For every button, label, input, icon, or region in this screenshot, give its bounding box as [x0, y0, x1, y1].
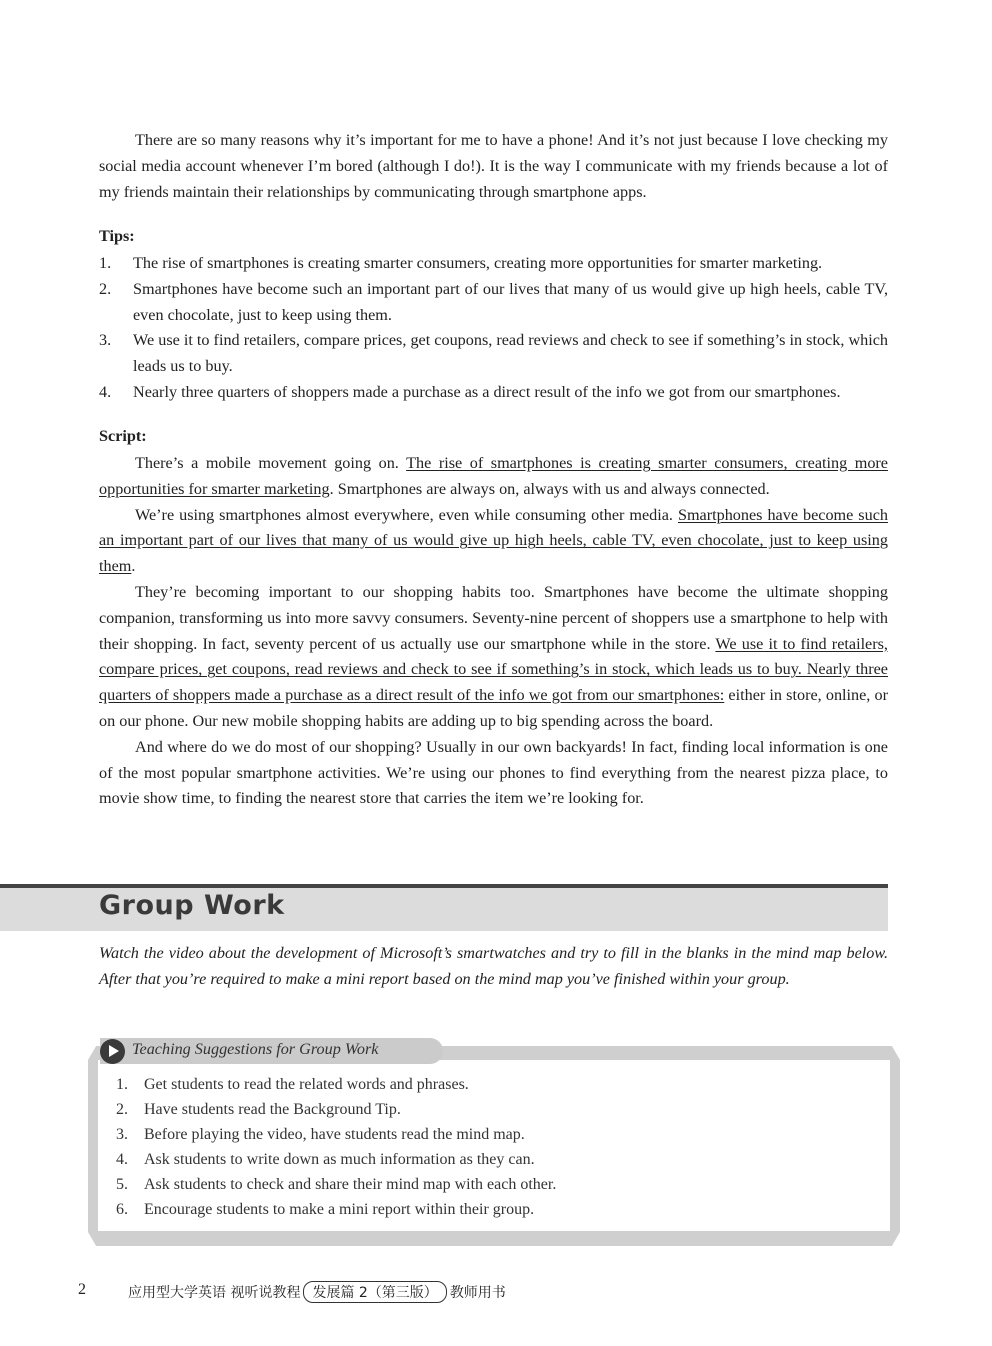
intro-paragraph: There are so many reasons why it’s important for me to have a phone! And it’s not just because I love checking my social media account whenever I’m bored (although I do!). It is the way I communicate with my friends because a lot of my friends maintain their relationships by communicating through smartphone apps.	[99, 131, 888, 201]
book-title: 应用型大学英语 视听说教程 发展篇 2（第三版） 教师用书	[128, 1281, 506, 1303]
list-item: 4. Nearly three quarters of shoppers made a purchase as a direct result of the info we got from our smartphones.	[99, 382, 841, 401]
tips-heading: Tips:	[99, 227, 135, 245]
list-item: 1. Get students to read the related words and phrases.	[116, 1076, 469, 1093]
page-number: 2	[78, 1281, 86, 1298]
group-work-instructions: Watch the video about the development of Microsoft’s smartwatches and try to fill in the blanks in the mind map below. After that you’re required to make a mini report based on the mind map you’ve finished within your group.	[99, 944, 888, 988]
list-item: 2. Have students read the Background Tip.	[116, 1101, 401, 1118]
script-heading: Script:	[99, 427, 147, 445]
list-item: 5. Ask students to check and share their mind map with each other.	[116, 1176, 557, 1193]
list-item: 6. Encourage students to make a mini report within their group.	[116, 1201, 535, 1218]
list-item: 4. Ask students to write down as much information as they can.	[116, 1151, 535, 1168]
intro-section	[99, 128, 888, 205]
book-subtitle: 发展篇 2（第三版）	[303, 1281, 446, 1303]
script-paragraph: We’re using smartphones almost everywhere, even while consuming other media. Smartphones have become such an important part of our lives that many of us would give up high heels, cable TV, even chocolate, just to keep using them.	[99, 505, 888, 576]
script-section	[99, 451, 888, 812]
list-item: 1. The rise of smartphones is creating smarter consumers, creating more opportunities for smarter marketing.	[99, 254, 823, 272]
teaching-suggestions-list	[116, 1072, 556, 1222]
group-work-title: Group Work	[99, 890, 285, 921]
list-item: 3. We use it to find retailers, compare prices, get coupons, read reviews and check to see if something’s in stock, which leads us to buy.	[99, 331, 888, 376]
tips-list	[99, 251, 888, 406]
script-paragraph: They’re becoming important to our shopping habits too. Smartphones have become the ultimate shopping companion, transforming us into more savvy consumers. Seventy-nine percent of shoppers use a smartphone to help with their shopping. In fact, seventy percent of us actually use our smartphone while in the store. We use it to find retailers, compare prices, get coupons, read reviews and check to see if something’s in stock, which leads us to buy. Nearly three quarters of shoppers made a purchase as a direct result of the info we got from our smartphones: either in store, online, or on our phone. Our new mobile shopping habits are adding up to big spending across the board.	[99, 582, 888, 730]
script-paragraph: There’s a mobile movement going on. The rise of smartphones is creating smarter consumers, creating more opportunities for smarter marketing. Smartphones are always on, always with us and always connected.	[99, 454, 888, 498]
list-item: 3. Before playing the video, have students read the mind map.	[116, 1126, 525, 1143]
play-icon	[100, 1039, 125, 1064]
script-paragraph: And where do we do most of our shopping? Usually in our own backyards! In fact, finding local information is one of the most popular smartphone activities. We’re using our phones to find everything from the nearest pizza place, to movie show time, to finding the nearest store that carries the item we’re looking for.	[99, 737, 888, 808]
list-item: 2. Smartphones have become such an important part of our lives that many of us would give up high heels, cable TV, even chocolate, just to keep using them.	[99, 279, 888, 324]
teaching-suggestions-title: Teaching Suggestions for Group Work	[132, 1040, 379, 1058]
